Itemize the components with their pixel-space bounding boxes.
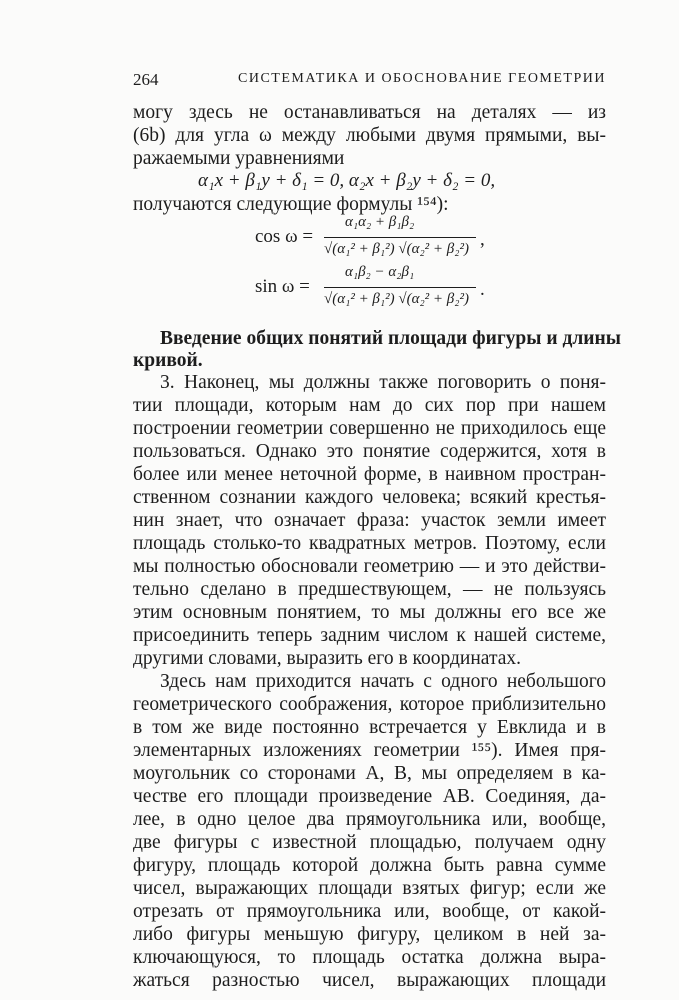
text-line: чисел, выражающих площади взятых фигур; если же xyxy=(133,878,606,899)
text-line: элементарных изложениях геометрии ¹⁵⁵). Имея пря- xyxy=(133,740,606,761)
text-line: 3. Наконец, мы должны также поговорить о поня- xyxy=(160,372,606,393)
text-line: Здесь нам приходится начать с одного небольшого xyxy=(160,671,606,692)
fraction-bar xyxy=(324,237,476,238)
text-line: ражаемыми уравнениями xyxy=(133,148,345,169)
text-line: жаться разностью чисел, выражающих площади xyxy=(133,970,606,991)
formula-punctuation: , xyxy=(480,229,485,250)
text-line: получаются следующие формулы ¹⁵⁴): xyxy=(133,194,449,215)
text-line: площадь столько-то квадратных метров. Поэтому, если xyxy=(133,533,606,554)
text-line: мы полностью обосновали геометрию — и это действи- xyxy=(133,556,606,577)
text-line: две фигуры с известной площадью, получаем одну xyxy=(133,832,606,853)
line-equations: α₁x + β₁y + δ₁ = 0, α₂x + β₂y + δ₂ = 0, xyxy=(198,170,496,191)
text-line: другими словами, выразить его в координатах. xyxy=(133,648,521,669)
formula-lhs: sin ω = xyxy=(255,276,310,297)
text-line: ственном сознании каждого человека; всякий крестья- xyxy=(133,487,606,508)
formula-denominator: √(α₁² + β₁²) √(α₂² + β₂²) xyxy=(324,241,469,257)
page-number: 264 xyxy=(133,70,159,89)
text-line: отрезать от прямоугольника или, вообще, от какой- xyxy=(133,901,606,922)
text-line: тельно сделано в предшествующем, — не пользуясь xyxy=(133,579,606,600)
text-line: лее, в одно целое два прямоугольника или, вообще, xyxy=(133,809,606,830)
text-line: геометрического соображения, которое приблизительно xyxy=(133,694,606,715)
formula-lhs: cos ω = xyxy=(255,226,314,247)
text-line: пользоваться. Однако это понятие содержится, хотя в xyxy=(133,441,606,462)
text-line: либо фигуры меньшую фигуру, целиком в ней за- xyxy=(133,924,606,945)
text-line: честве его площади произведение AB. Соединяя, да- xyxy=(133,786,606,807)
text-line: нин знает, что означает фраза: участок земли имеет xyxy=(133,510,606,531)
text-line: моугольник со сторонами A, B, мы определяем в ка- xyxy=(133,763,606,784)
running-header xyxy=(133,70,606,92)
text-line: могу здесь не останавливаться на деталях — из xyxy=(133,102,606,123)
fraction-bar xyxy=(324,287,476,288)
formula-numerator: α₁α₂ + β₁β₂ xyxy=(345,214,415,230)
text-line: более или менее неточной форме, в наивном простран- xyxy=(133,464,606,485)
text-line: этим основным понятием, то мы должны его все же xyxy=(133,602,606,623)
text-line: построении геометрии совершенно не приходилось еще xyxy=(133,418,606,439)
text-line: ключающуюся, то площадь остатка должна выра- xyxy=(133,947,606,968)
text-line: в том же виде постоянно встречается у Евклида и в xyxy=(133,717,606,738)
text-line: фигуру, площадь которой должна быть равна сумме xyxy=(133,855,606,876)
section-heading: кривой. xyxy=(133,350,203,371)
section-heading: Введение общих понятий площади фигуры и длины xyxy=(160,328,621,349)
text-line: (6b) для угла ω между любыми двумя прямыми, вы- xyxy=(133,125,606,146)
formula-punctuation: . xyxy=(480,279,485,300)
formula-numerator: α₁β₂ − α₂β₁ xyxy=(345,264,415,280)
text-line: присоединить теперь задним числом к нашей системе, xyxy=(133,625,606,646)
text-line: тии площади, которым нам до сих пор при нашем xyxy=(133,395,606,416)
running-title: СИСТЕМАТИКА И ОБОСНОВАНИЕ ГЕОМЕТРИИ xyxy=(238,71,606,86)
formula-denominator: √(α₁² + β₁²) √(α₂² + β₂²) xyxy=(324,291,469,307)
